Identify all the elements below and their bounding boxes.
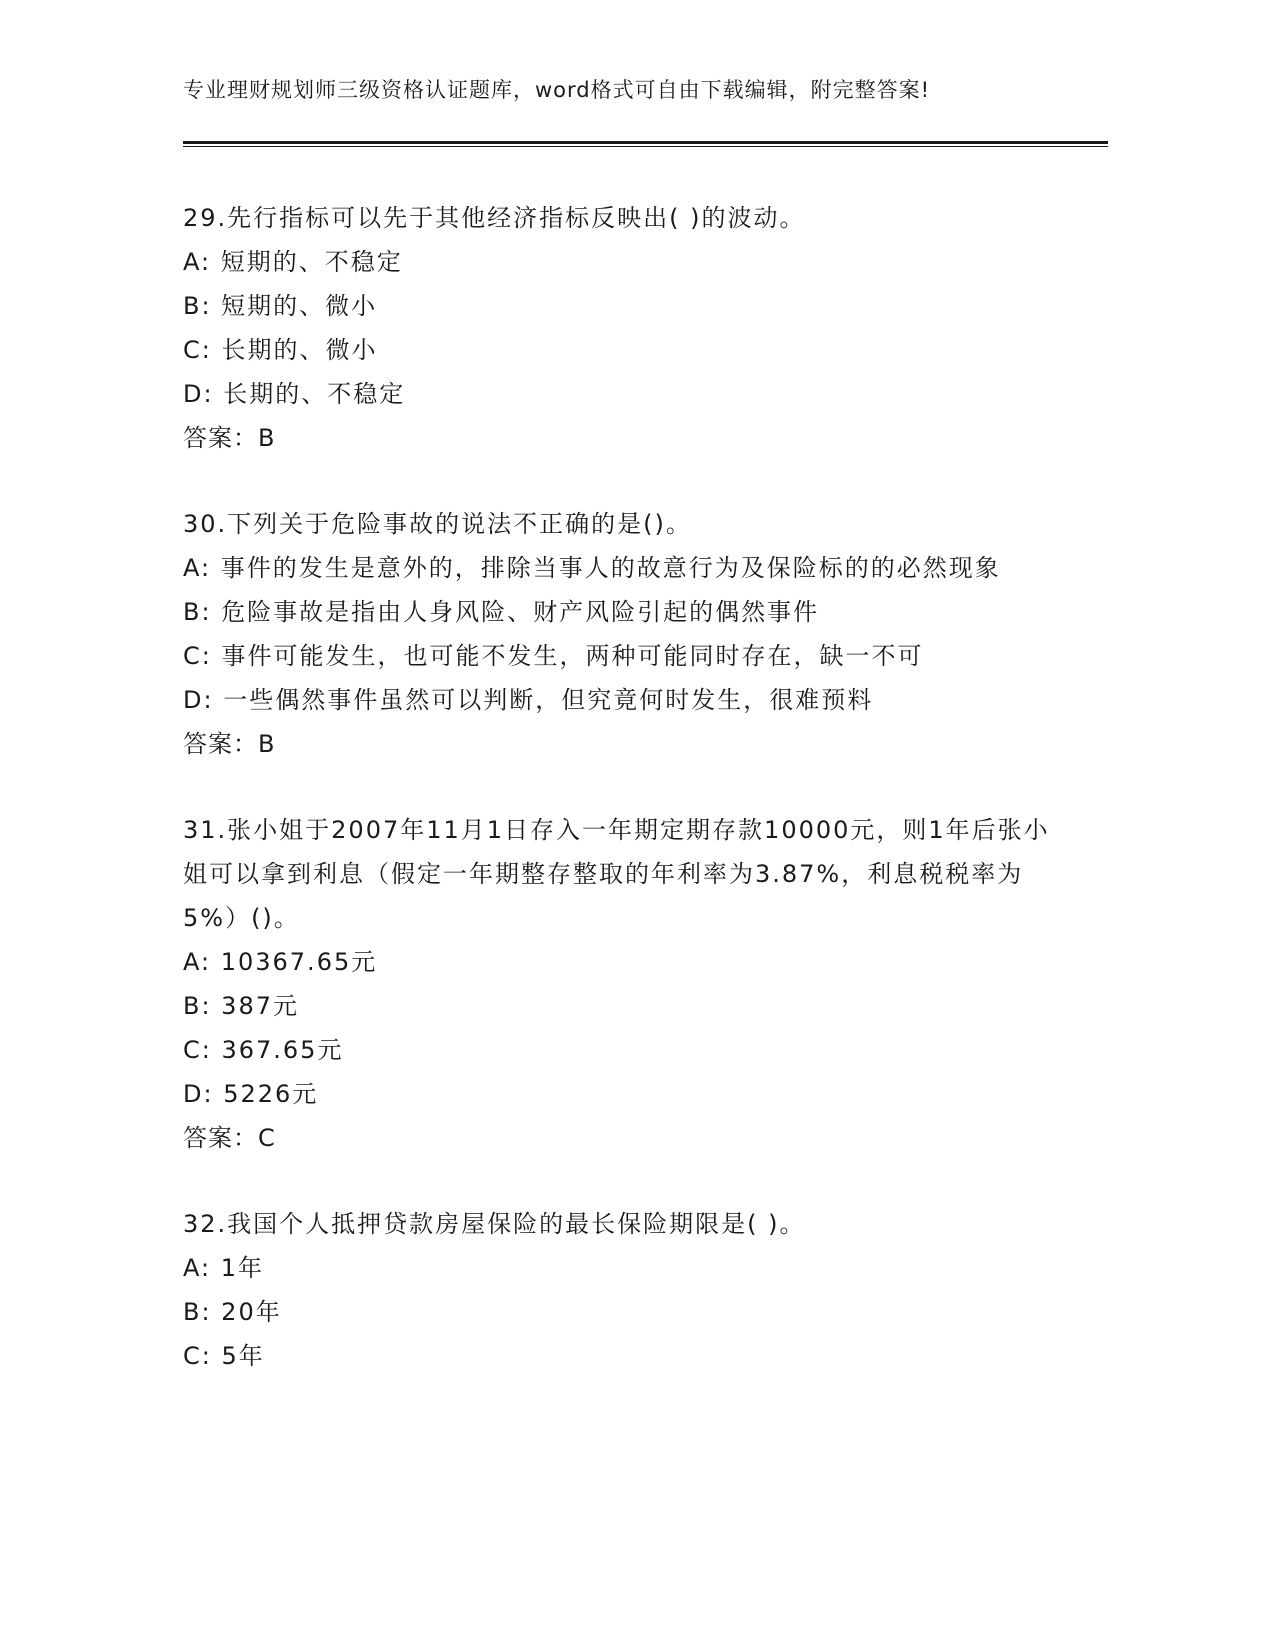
- answer-label: 答案：B: [183, 730, 276, 758]
- question-stem: 31.张小姐于2007年11月1日存入一年期定期存款10000元，则1年后张小姐可以拿到利息（假定一年期整存整取的年利率为3.87%，利息税税率为5%）()。: [183, 816, 1050, 932]
- page-header: 专业理财规划师三级资格认证题库，word格式可自由下载编辑，附完整答案!: [183, 78, 931, 102]
- option-c: C: 5年: [183, 1342, 265, 1370]
- question-29: [183, 196, 1063, 460]
- option-c: C: 367.65元: [183, 1036, 344, 1064]
- option-d: D: 长期的、不稳定: [183, 380, 406, 408]
- question-stem: 30.下列关于危险事故的说法不正确的是()。: [183, 510, 692, 538]
- option-b: B: 短期的、微小: [183, 292, 378, 320]
- header-rule: [183, 141, 1108, 144]
- option-d: D: 一些偶然事件虽然可以判断，但究竟何时发生，很难预料: [183, 686, 874, 714]
- option-b: B: 20年: [183, 1298, 282, 1326]
- option-b: B: 危险事故是指由人身风险、财产风险引起的偶然事件: [183, 598, 820, 626]
- option-b: B: 387元: [183, 992, 299, 1020]
- option-a: A: 事件的发生是意外的，排除当事人的故意行为及保险标的的必然现象: [183, 554, 1001, 582]
- option-c: C: 事件可能发生，也可能不发生，两种可能同时存在，缺一不可: [183, 642, 924, 670]
- header-rule-thin: [183, 146, 1108, 147]
- question-stem: 29.先行指标可以先于其他经济指标反映出( )的波动。: [183, 204, 806, 232]
- question-31: [183, 808, 1063, 1160]
- option-a: A: 短期的、不稳定: [183, 248, 403, 276]
- question-stem: 32.我国个人抵押贷款房屋保险的最长保险期限是( )。: [183, 1210, 806, 1238]
- question-30: [183, 502, 1063, 766]
- option-a: A: 10367.65元: [183, 948, 378, 976]
- question-32: [183, 1202, 1063, 1378]
- answer-label: 答案：C: [183, 1124, 276, 1152]
- question-list: [183, 196, 1063, 1420]
- option-c: C: 长期的、微小: [183, 336, 378, 364]
- option-a: A: 1年: [183, 1254, 264, 1282]
- answer-label: 答案：B: [183, 424, 276, 452]
- option-d: D: 5226元: [183, 1080, 319, 1108]
